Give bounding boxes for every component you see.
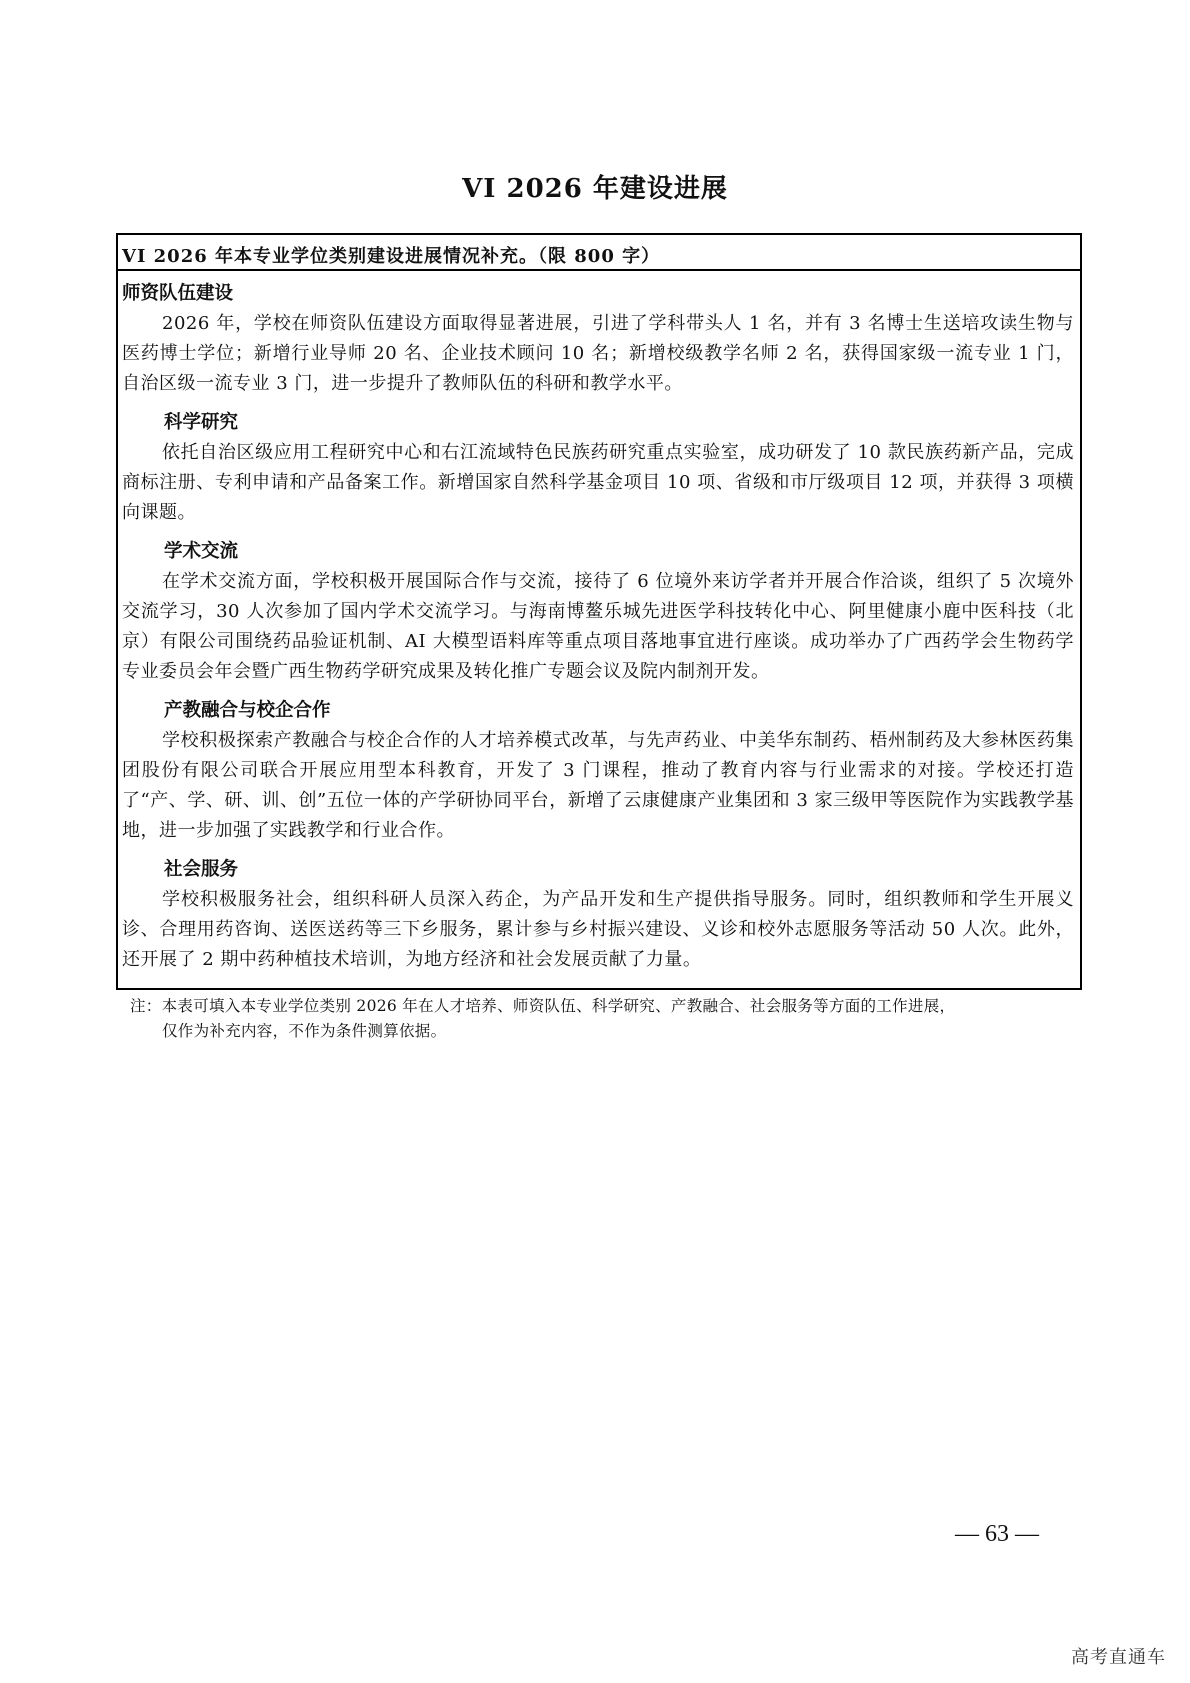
footnote-line-2: 仅作为补充内容，不作为条件测算依据。 — [162, 1022, 447, 1040]
page-number: — 63 — — [955, 1521, 1039, 1547]
section-title-research: 科学研究 — [164, 412, 239, 433]
section-title-social-service: 社会服务 — [164, 859, 239, 880]
section-text-academic-exchange: 在学术交流方面，学校积极开展国际合作与交流，接待了 6 位境外来访学者并开展合作洽谈，组织了 5 次境外交流学习，30 人次参加了国内学术交流学习。与海南博鳌乐城先进医学科技转化中心、阿里健康小鹿中医科技（北京）有限公司围绕药品验证机制、AI 大模型语料库等重点项目落地事宜进行座谈。成功举办了广西药学会生物药学专业委员会年会暨广西生物药学研究成果及转化推广专题会议及院内制剂开发。 — [122, 571, 1074, 682]
progress-table — [116, 233, 1082, 990]
table-body — [118, 271, 1080, 975]
section-text-industry-cooperation: 学校积极探索产教融合与校企合作的人才培养模式改革，与先声药业、中美华东制药、梧州制药及大参林医药集团股份有限公司联合开展应用型本科教育，开发了 3 门课程，推动了教育内容与行业需求的对接。学校还打造了“产、学、研、训、创”五位一体的产学研协同平台，新增了云康健康产业集团和 3 家三级甲等医院作为实践教学基地，进一步加强了实践教学和行业合作。 — [122, 730, 1074, 841]
section-title-industry-cooperation: 产教融合与校企合作 — [164, 700, 331, 721]
watermark: 高考直通车 — [1071, 1647, 1166, 1668]
section-title-academic-exchange: 学术交流 — [164, 541, 239, 562]
section-text-faculty: 2026 年，学校在师资队伍建设方面取得显著进展，引进了学科带头人 1 名，并有 3 名博士生送培攻读生物与医药博士学位；新增行业导师 20 名、企业技术顾问 10 名；新增校级教学名师 2 名，获得国家级一流专业 1 门，自治区级一流专业 3 门，进一步提升了教师队伍的科研和教学水平。 — [122, 313, 1074, 394]
footnote-line-1: 注：本表可填入本专业学位类别 2026 年在人才培养、师资队伍、科学研究、产教融合、社会服务等方面的工作进展， — [130, 997, 956, 1015]
footnote — [130, 994, 1090, 1044]
section-text-research: 依托自治区级应用工程研究中心和右江流域特色民族药研究重点实验室，成功研发了 10 款民族药新产品，完成商标注册、专利申请和产品备案工作。新增国家自然科学基金项目 10 项、省级和市厅级项目 12 项，并获得 3 项横向课题。 — [122, 442, 1074, 523]
section-title-faculty: 师资队伍建设 — [122, 283, 234, 304]
section-text-social-service: 学校积极服务社会，组织科研人员深入药企，为产品开发和生产提供指导服务。同时，组织教师和学生开展义诊、合理用药咨询、送医送药等三下乡服务，累计参与乡村振兴建设、义诊和校外志愿服务等活动 50 人次。此外，还开展了 2 期中药种植技术培训，为地方经济和社会发展贡献了力量。 — [122, 889, 1074, 970]
table-header: VI 2026 年本专业学位类别建设进展情况补充。（限 800 字） — [118, 235, 1080, 271]
page-title: VI 2026 年建设进展 — [462, 174, 728, 204]
